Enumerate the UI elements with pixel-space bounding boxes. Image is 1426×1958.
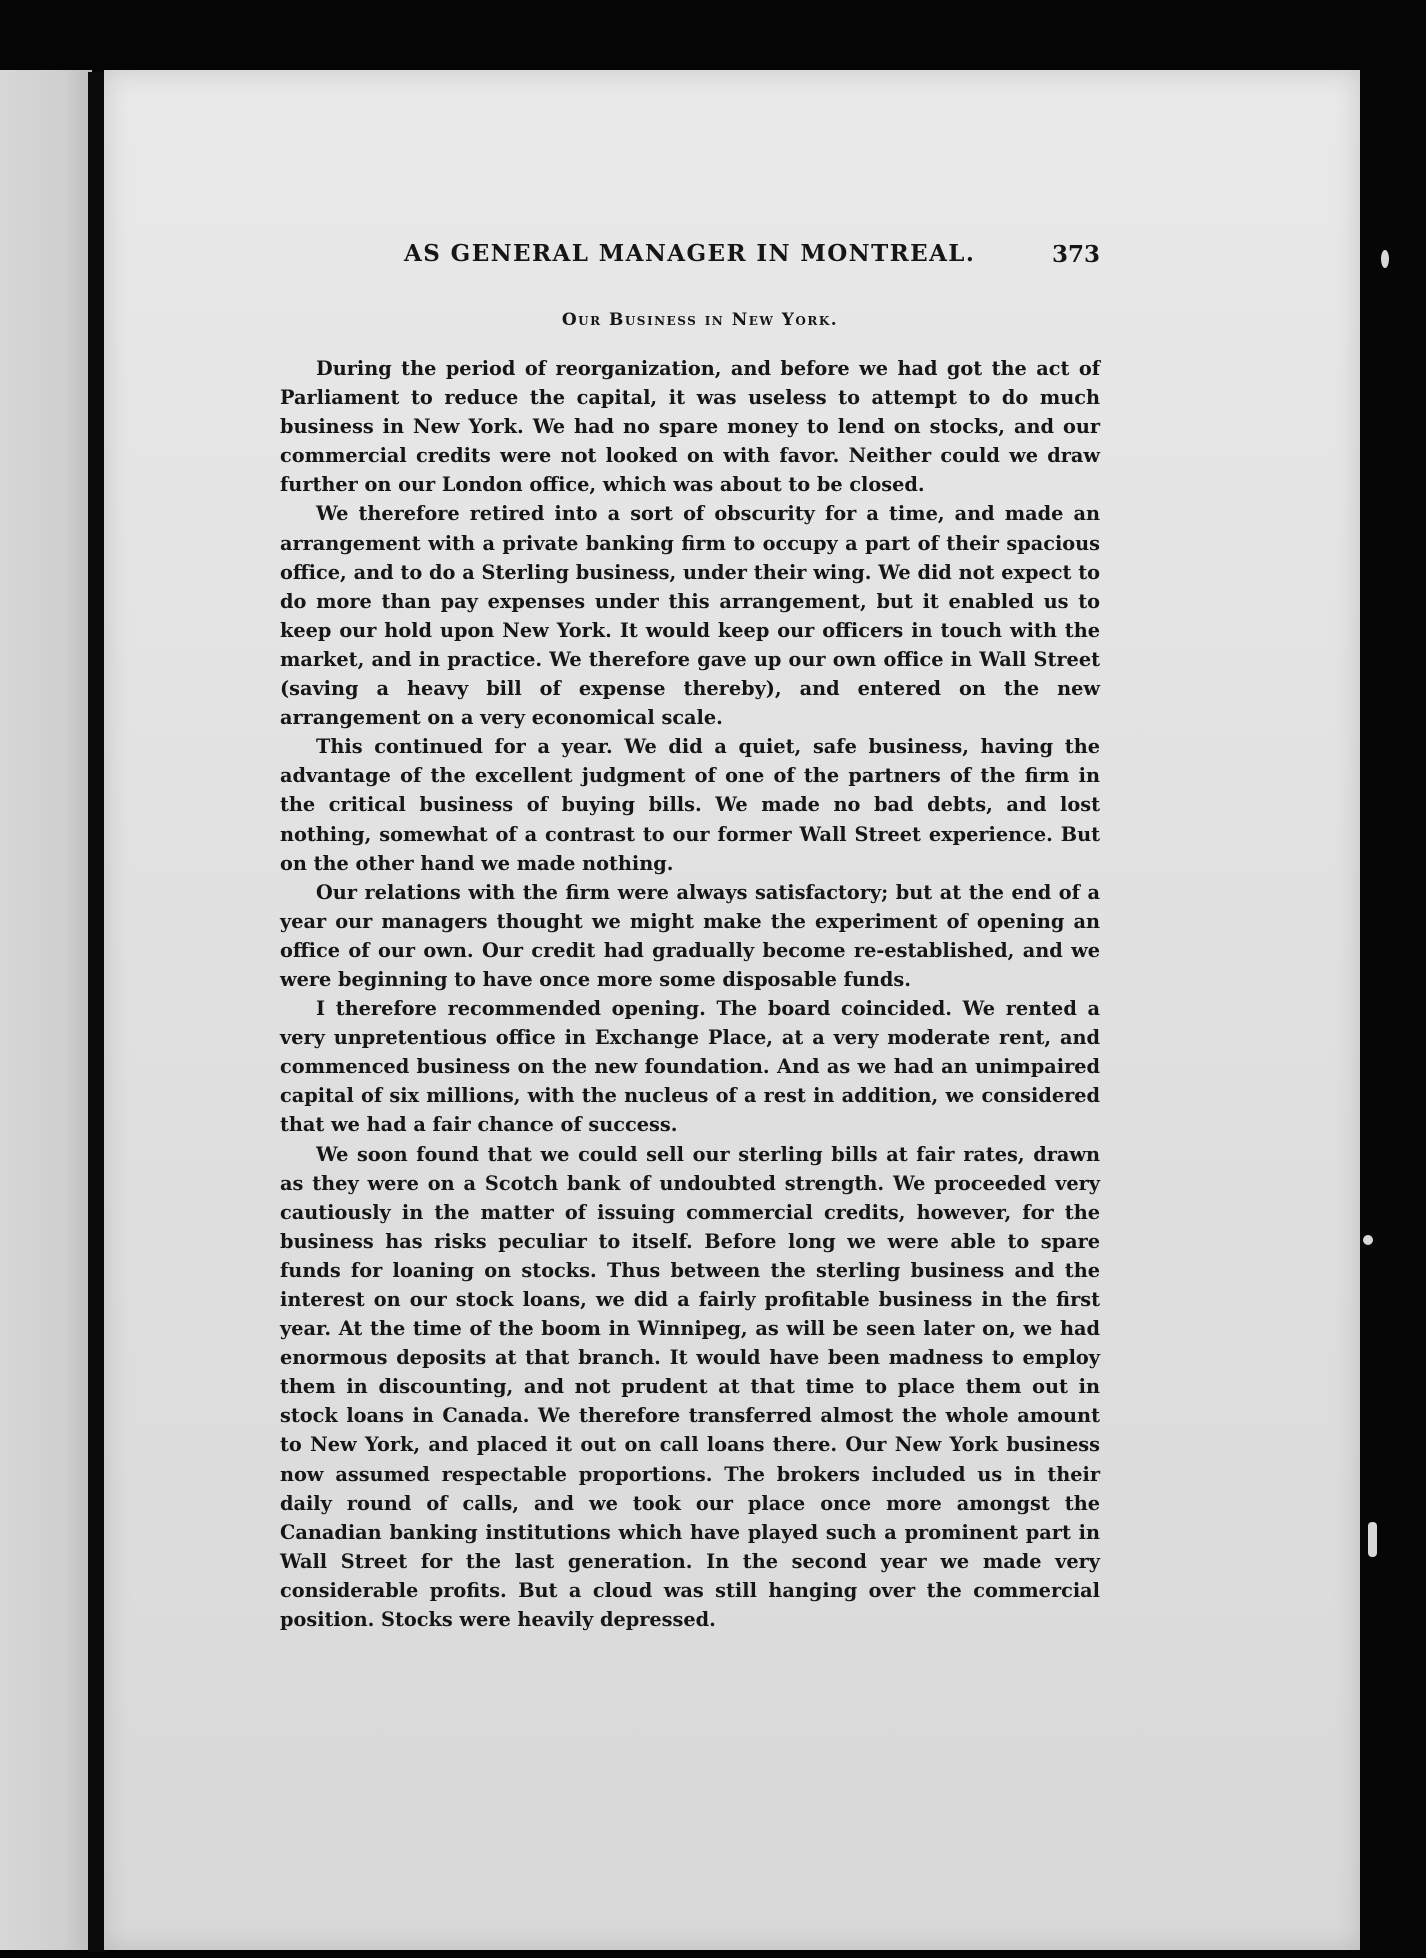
paragraph: I therefore recommended opening. The board coincided. We rented a very unpretentious office in Exchange Place, at a very moderate rent, and commenced business on the new foundation. And as we had an unimpaired capital of six millions, with the nucleus of a rest in addition, we considered that we had a fair chance of success.: [280, 997, 1100, 1137]
paragraph: We therefore retired into a sort of obscurity for a time, and made an arrangement with a private banking firm to occupy a part of their spacious office, and to do a Sterling business, under their wing. We did not expect to do more than pay expenses under this arrangement, but it enabled us to keep our hold upon New York. It would keep our officers in touch with the market, and in practice. We therefore gave up our own office in Wall Street (saving a heavy bill of expense thereby), and entered on the new arrangement on a very economical scale.: [280, 502, 1100, 730]
paragraph: This continued for a year. We did a quiet, safe business, having the advantage of the excellent judgment of one of the partners of the firm in the critical business of buying bills. We made no bad debts, and lost nothing, somewhat of a contrast to our former Wall Street experience. But on the other hand we made nothing.: [280, 735, 1100, 875]
facing-page-edge: [0, 70, 92, 1950]
paragraph: During the period of reorganization, and before we had got the act of Parliament to reduce the capital, it was useless to attempt to do much business in New York. We had no spare money to lend on stocks, and our commercial credits were not looked on with favor. Neither could we draw further on our London office, which was about to be closed.: [280, 357, 1100, 497]
paragraph: Our relations with the firm were always satisfactory; but at the end of a year our managers thought we might make the experiment of opening an office of our own. Our credit had gradually become re-established, and we were beginning to have once more some disposable funds.: [280, 880, 1100, 991]
section-heading: Our Business in New York.: [561, 310, 839, 330]
scan-border-right: [1360, 70, 1426, 1950]
scan-speck: [1381, 250, 1389, 268]
page-number: 373: [1051, 241, 1100, 268]
scan-speck: [1363, 1235, 1373, 1245]
running-header: [280, 240, 1100, 280]
scan-speck: [1368, 1522, 1377, 1557]
page-text: [280, 240, 1100, 1634]
running-header-title: AS GENERAL MANAGER IN MONTREAL.: [404, 240, 976, 267]
paragraph: We soon found that we could sell our sterling bills at fair rates, drawn as they were on a Scotch bank of undoubted strength. We proceeded very cautiously in the matter of issuing commercial credits, however, for the business has risks peculiar to itself. Before long we were able to spare funds for loaning on stocks. Thus between the sterling business and the interest on our stock loans, we did a fairly profitable business in the first year. At the time of the boom in Winnipeg, as will be seen later on, we had enormous deposits at that branch. It would have been madness to employ them in discounting, and not prudent at that time to place them out in stock loans in Canada. We therefore transferred almost the whole amount to New York, and placed it out on call loans there. Our New York business now assumed respectable proportions. The brokers included us in their daily round of calls, and we took our place once more amongst the Canadian banking institutions which have played such a prominent part in Wall Street for the last generation. In the second year we made very considerable profits. But a cloud was still hanging over the commercial position. Stocks were heavily depressed.: [280, 1142, 1100, 1632]
